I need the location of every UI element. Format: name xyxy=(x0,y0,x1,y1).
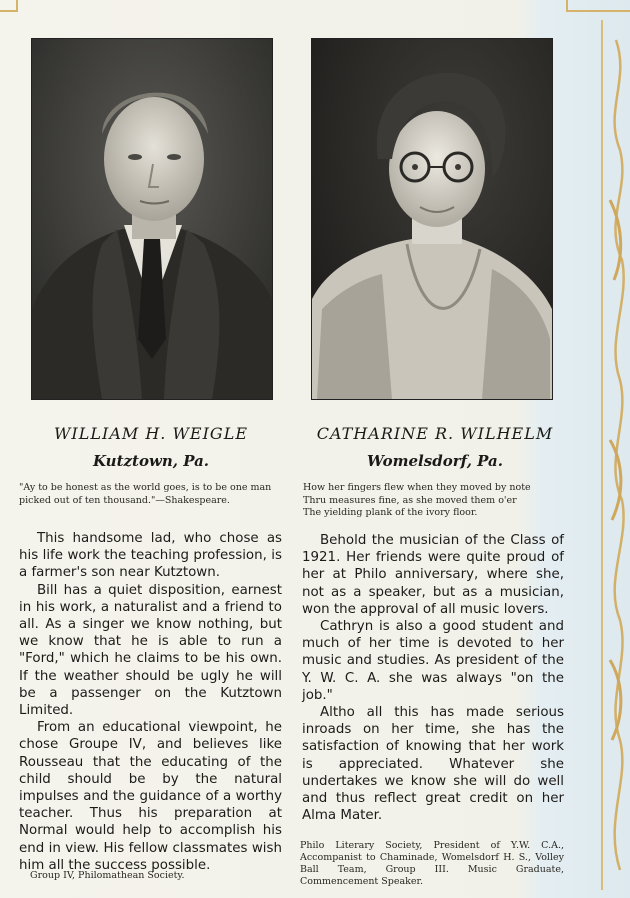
quote-right: How her fingers flew when they moved by note Thru measures fine, as she moved them o'er The yielding plank of the ivory floor. xyxy=(303,482,531,518)
corner-ornament-right xyxy=(566,0,630,12)
biography-left-paragraph: From an educational viewpoint, he chose Groupe IV, and believes like Rousseau that the educating of the child should be by the natural impulses and the guidance of a worthy teacher. Thus his preparation at Normal would help to accomplish his end in view. His fellow classmates wish him all the success possible. xyxy=(19,720,282,873)
activities-left: Group IV, Philomathean Society. xyxy=(30,870,185,881)
biography-right-paragraph: Cathryn is also a good student and much of her time is devoted to her music and studies. As president of the Y. W. C. A. she was always "on the job." xyxy=(302,619,564,703)
quote-left: "Ay to be honest as the world goes, is to be one man picked out of ten thousand."—Shakespeare. xyxy=(19,482,272,506)
student-name-right: CATHARINE R. WILHELM xyxy=(316,424,554,443)
corner-ornament-left xyxy=(0,0,18,12)
biography-right-paragraph: Behold the musician of the Class of 1921. Her friends were quite proud of her at Philo anniversary, where she, not as a speaker, but as a musician, won the approval of all music lovers. xyxy=(302,533,564,617)
decorative-border-ornament xyxy=(596,20,630,890)
biography-left xyxy=(19,530,282,874)
biography-right xyxy=(302,532,564,824)
biography-right-paragraph: Altho all this has made serious inroads on her time, she has the satisfaction of knowing that her work is appreciated. Whatever she undertakes we know she will do well and thus reflect great credit on her Alma Mater. xyxy=(302,705,564,824)
hometown-left: Kutztown, Pa. xyxy=(92,452,210,470)
activities-right: Philo Literary Society, President of Y.W. C.A., Accompanist to Chaminade, Womelsdorf H. S., Volley Ball Team, Group III. Music Graduate, Commencement Speaker. xyxy=(300,840,564,887)
portrait-photo-male xyxy=(31,38,273,400)
portrait-photo-female xyxy=(311,38,553,400)
biography-left-paragraph: This handsome lad, who chose as his life work the teaching profession, is a farmer's son near Kutztown. xyxy=(19,531,282,581)
biography-left-paragraph: Bill has a quiet disposition, earnest in his work, a naturalist and a friend to all. As a singer we know nothing, but we know that he is able to run a "Ford," which he claims to be his own. If the weather should be ugly he will be a passenger on the Kutztown Limited. xyxy=(19,582,282,719)
hometown-right: Womelsdorf, Pa. xyxy=(367,452,503,470)
student-name-left: WILLIAM H. WEIGLE xyxy=(53,424,248,443)
